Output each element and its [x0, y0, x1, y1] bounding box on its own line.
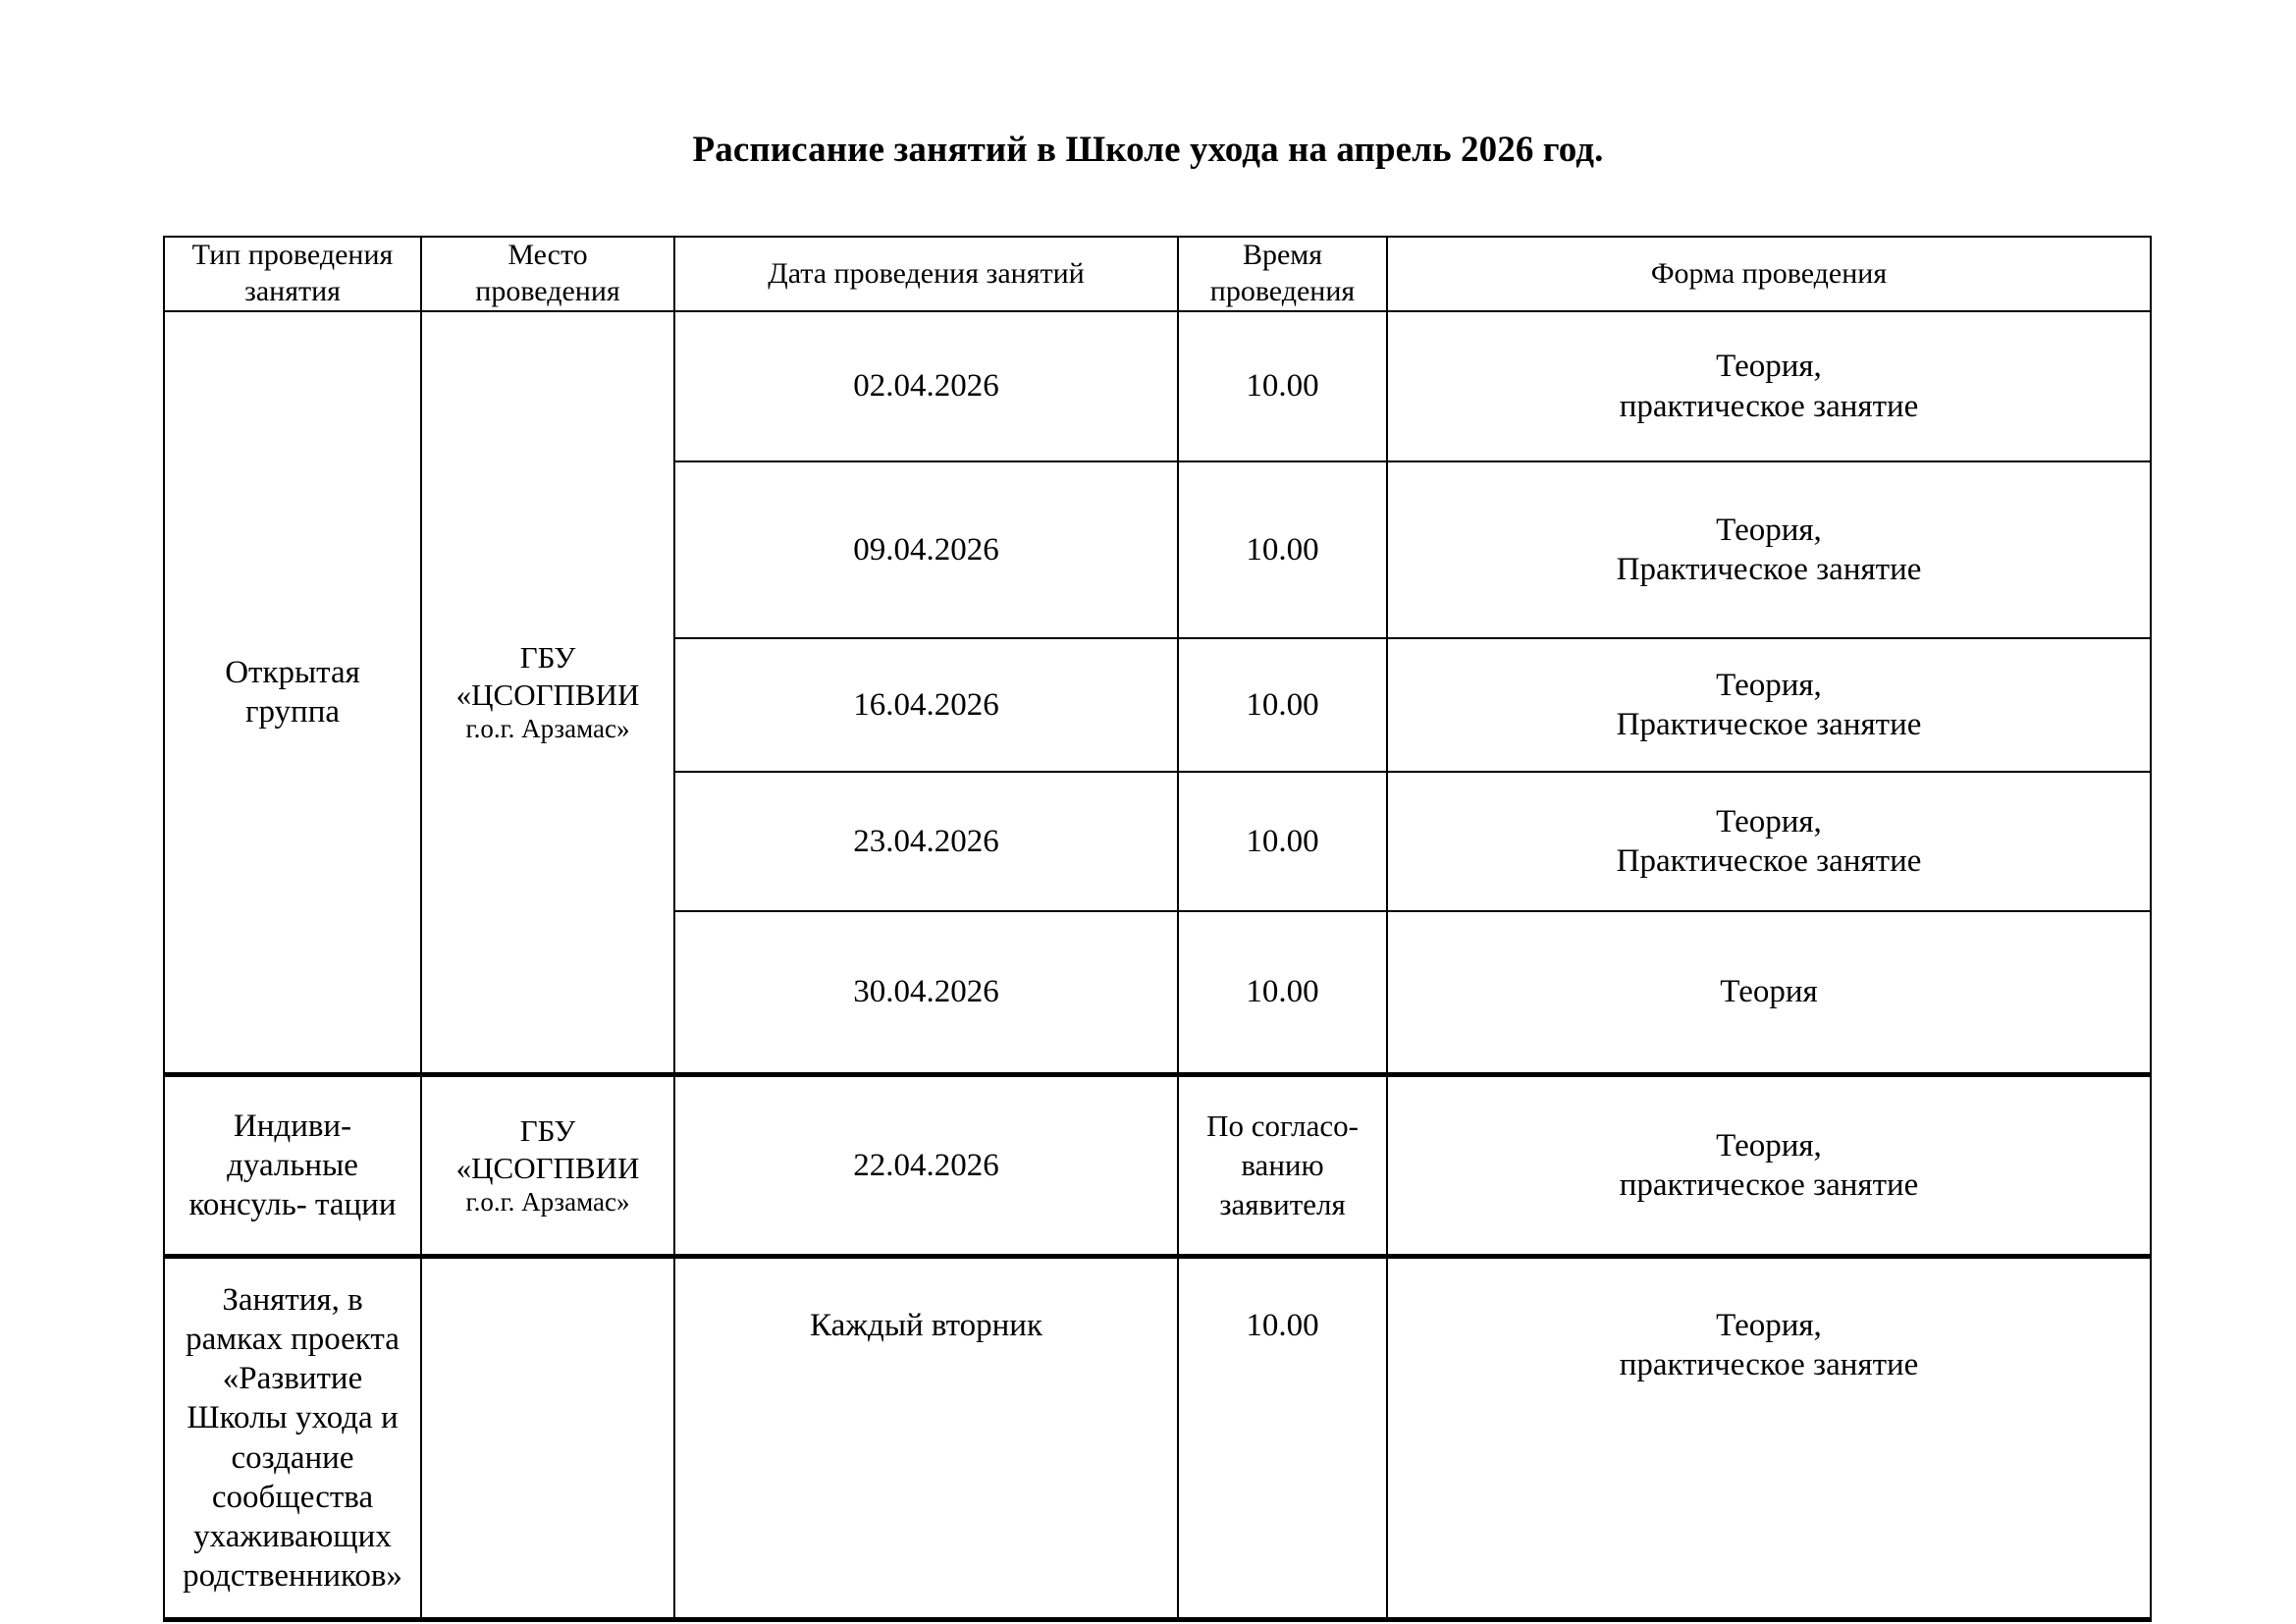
form-line: Теория, [1716, 667, 1822, 703]
type-line: Занятия, в [222, 1281, 363, 1318]
cell-form [1387, 772, 2151, 911]
cell-time: 10.00 [1178, 461, 1387, 638]
column-header-time-line1: Время [1242, 239, 1323, 272]
time-line: По согласо- [1206, 1108, 1359, 1143]
cell-place-project [421, 1257, 674, 1620]
cell-time: 10.00 [1178, 311, 1387, 461]
table-row [164, 1075, 2151, 1257]
type-line: консуль- тации [188, 1187, 397, 1223]
table-row [164, 1257, 2151, 1620]
cell-date: 23.04.2026 [674, 772, 1178, 911]
column-header-time [1178, 237, 1387, 311]
place-line: «ЦСОГПВИИ [455, 677, 640, 712]
form-line: Теория, [1716, 1127, 1822, 1164]
type-line: дуальные [227, 1147, 358, 1183]
type-line: «Развитие [222, 1361, 363, 1396]
type-line: сообщества [211, 1479, 374, 1515]
page-title: Расписание занятий в Школе ухода на апрель 2026 год. [692, 130, 1604, 170]
type-line: создание [231, 1439, 354, 1476]
form-line: Теория, [1716, 803, 1822, 839]
place-line: «ЦСОГПВИИ [455, 1150, 640, 1185]
form-line: практическое занятие [1619, 388, 1919, 424]
cell-type-open-group [164, 311, 421, 1075]
cell-date: 30.04.2026 [674, 911, 1178, 1075]
cell-form [1387, 638, 2151, 772]
cell-form [1387, 911, 2151, 1075]
type-line: Индиви- [233, 1108, 352, 1144]
cell-time: 10.00 [1178, 911, 1387, 1075]
cell-form [1387, 1257, 2151, 1620]
table-body [164, 311, 2151, 1620]
schedule-table [163, 236, 2152, 1622]
cell-place-open-group [421, 311, 674, 1075]
column-header-type-line1: Тип проведения [191, 239, 394, 272]
cell-date: 16.04.2026 [674, 638, 1178, 772]
type-line: группа [244, 694, 341, 730]
cell-date: 09.04.2026 [674, 461, 1178, 638]
column-header-place-line1: Место [507, 239, 588, 272]
type-line: родственников» [183, 1558, 402, 1595]
type-line: Школы ухода и [187, 1400, 399, 1436]
form-line: Практическое занятие [1616, 707, 1922, 742]
form-line: Теория, [1716, 1308, 1822, 1343]
cell-time: 10.00 [1178, 638, 1387, 772]
cell-type-project [164, 1257, 421, 1620]
column-header-form-text: Форма проведения [1650, 256, 1888, 290]
place-line: ГБУ [519, 1112, 576, 1148]
column-header-date-text: Дата проведения занятий [768, 256, 1085, 290]
place-line: ГБУ [519, 639, 576, 675]
cell-time: 10.00 [1178, 772, 1387, 911]
time-line: ванию [1241, 1147, 1324, 1182]
cell-form [1387, 311, 2151, 461]
type-line: ухаживающих [193, 1519, 392, 1554]
type-line: рамках проекта [186, 1321, 400, 1357]
column-header-place [421, 237, 674, 311]
cell-type-individual [164, 1075, 421, 1257]
column-header-type-line2: занятия [244, 275, 341, 307]
table-header-row [164, 237, 2151, 311]
cell-place-individual [421, 1075, 674, 1257]
place-line: г.о.г. Арзамас» [465, 1187, 630, 1218]
cell-date: Каждый вторник [674, 1257, 1178, 1620]
schedule-table-container [163, 236, 2150, 1622]
place-line: г.о.г. Арзамас» [465, 714, 630, 744]
column-header-place-line2: проведения [475, 275, 620, 307]
cell-form [1387, 1075, 2151, 1257]
column-header-form [1387, 237, 2151, 311]
form-line: Теория [1720, 974, 1818, 1010]
time-line: заявителя [1219, 1187, 1346, 1222]
column-header-date [674, 237, 1178, 311]
table-row [164, 311, 2151, 461]
type-line: Открытая [225, 654, 360, 690]
form-line: Теория, [1716, 512, 1822, 548]
form-line: практическое занятие [1619, 1347, 1919, 1383]
column-header-type [164, 237, 421, 311]
column-header-time-line2: проведения [1209, 275, 1356, 307]
cell-time: 10.00 [1178, 1257, 1387, 1620]
cell-date: 22.04.2026 [674, 1075, 1178, 1257]
cell-time [1178, 1075, 1387, 1257]
form-line: Практическое занятие [1616, 552, 1922, 587]
cell-date: 02.04.2026 [674, 311, 1178, 461]
form-line: практическое занятие [1619, 1167, 1919, 1203]
form-line: Практическое занятие [1616, 843, 1922, 879]
cell-form [1387, 461, 2151, 638]
form-line: Теория, [1716, 349, 1822, 385]
table-header [164, 237, 2151, 311]
